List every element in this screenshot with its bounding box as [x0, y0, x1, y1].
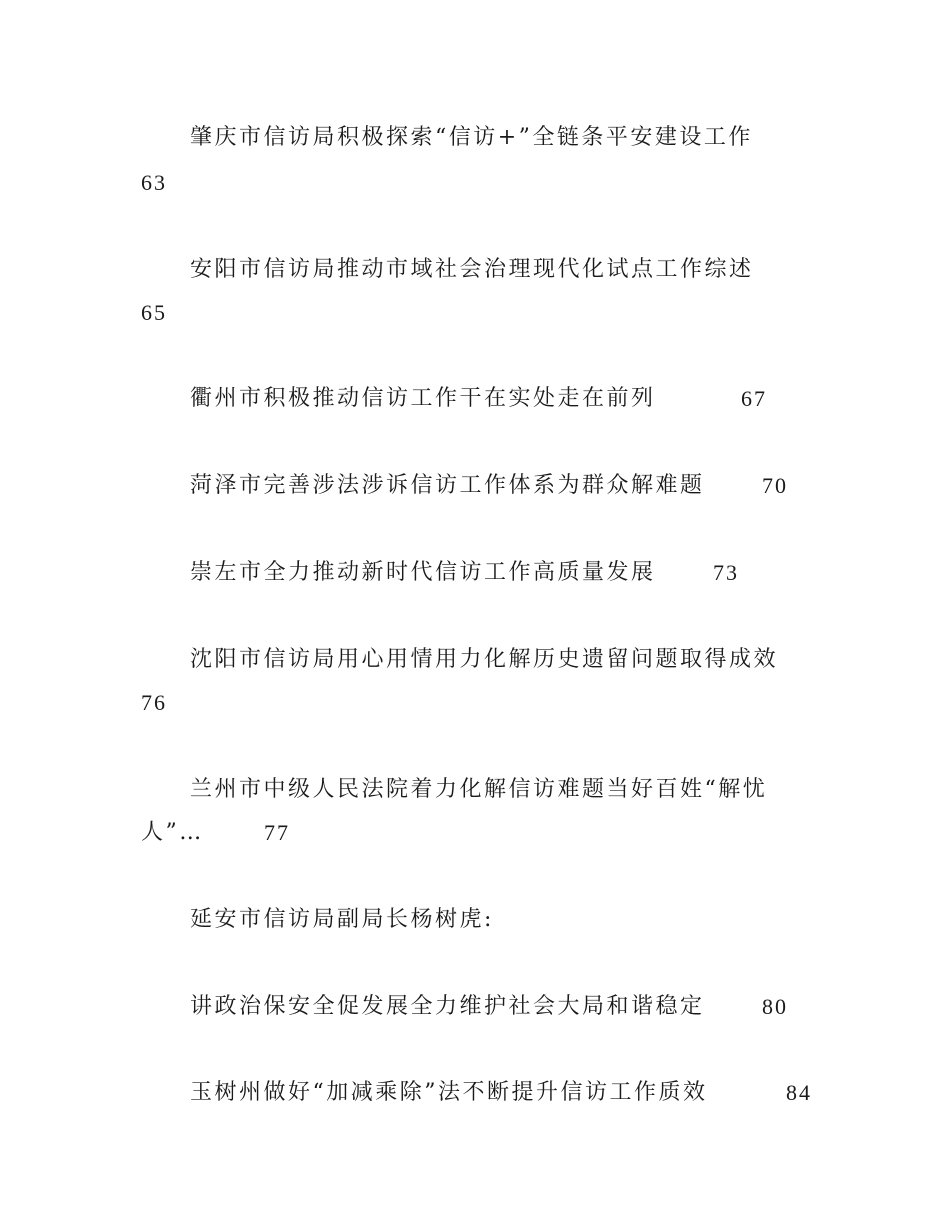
toc-entry-page-number: 84 [786, 1080, 812, 1105]
toc-entry-title: 延安市信访局副局长杨树虎: [190, 907, 494, 932]
toc-entry-title: 兰州市中级人民法院着力化解信访难题当好百姓“解忧 [190, 777, 768, 802]
toc-entry-title: 玉树州做好“加减乘除”法不断提升信访工作质效 [190, 1080, 708, 1105]
toc-entry-title: 菏泽市完善涉法涉诉信访工作体系为群众解难题 [190, 473, 705, 498]
toc-entry-title: 崇左市全力推动新时代信访工作高质量发展 [190, 560, 656, 585]
toc-entry-page-number: 76 [141, 690, 167, 715]
toc-entry-title: 衢州市积极推动信访工作干在实处走在前列 [190, 386, 656, 411]
toc-entry-title: 肇庆市信访局积极探索“信访+”全链条平安建设工作 [190, 125, 753, 150]
toc-entry-title-continuation: 人”… [141, 820, 204, 845]
toc-entry-page-number: 80 [762, 994, 788, 1019]
toc-entry-page-number: 67 [741, 386, 767, 411]
toc-entry-title: 讲政治保安全促发展全力维护社会大局和谐稳定 [190, 994, 705, 1019]
toc-entry-page-number: 65 [141, 300, 167, 325]
toc-entry-title: 安阳市信访局推动市域社会治理现代化试点工作综述 [190, 257, 754, 282]
toc-entry-page-number: 77 [264, 820, 290, 845]
toc-entry-page-number: 70 [762, 473, 788, 498]
toc-entry-page-number: 73 [713, 560, 739, 585]
toc-entry-title: 沈阳市信访局用心用情用力化解历史遗留问题取得成效 [190, 647, 779, 672]
toc-entry-page-number: 63 [141, 170, 167, 195]
